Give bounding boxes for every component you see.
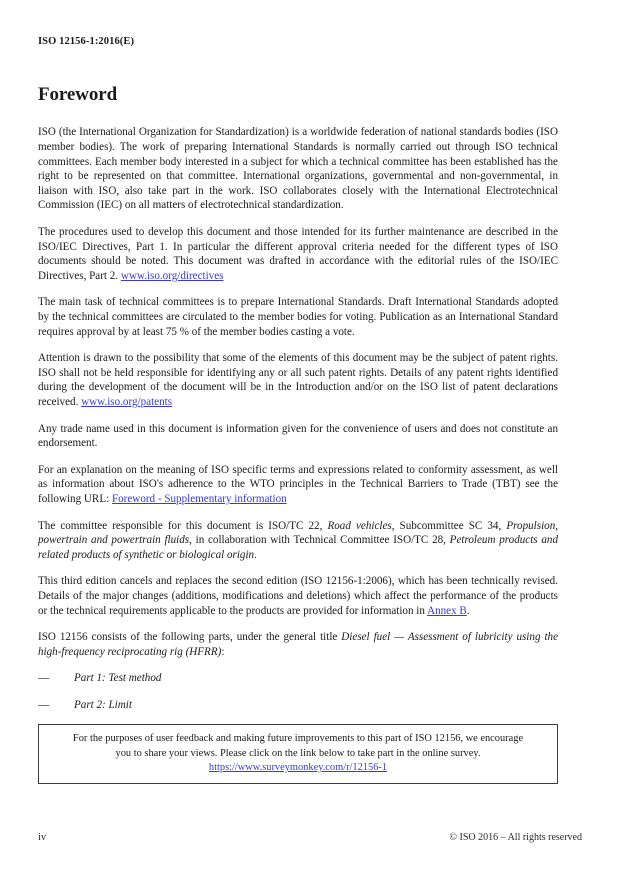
list-item <box>38 698 558 713</box>
survey-link-line <box>49 761 547 775</box>
committee-text-c: , in collaboration with Technical Committee ISO/TC 28, <box>189 534 450 547</box>
paragraph-patent-rights <box>38 351 558 409</box>
paragraph-conformity-assessment <box>38 463 558 507</box>
paragraph-procedures-text: The procedures used to develop this document and those intended for its further maintenance are described in the ISO/IEC Directives, Part 1. In particular the different approval criteria needed for the different types of ISO documents should be noted. This document was drafted in accordance with the editorial rules of the ISO/IEC Directives, Part 2. <box>38 226 558 282</box>
paragraph-procedures <box>38 225 558 283</box>
link-iso-patents[interactable]: www.iso.org/patents <box>81 395 173 408</box>
committee-text-d: . <box>254 548 257 561</box>
committee-title-petroleum: Petroleum products and related products of synthetic or biological origin <box>38 534 558 561</box>
third-edition-text: This third edition cancels and replaces the second edition (ISO 12156-1:2006), which has been technically revised. Details of the major changes (additions, modifications and deletions) which affect the performance of the products or the technical requirements applicable to the products are provided for information in <box>38 575 558 617</box>
document-reference-header: ISO 12156-1:2016(E) <box>38 36 135 47</box>
paragraph-patent-rights-text: Attention is drawn to the possibility that some of the elements of this document may be the subject of patent rights. ISO shall not be held responsible for identifying any or all such patent rights. Details of any patent rights identified during the development of the document will be in the Introduction and/or on the ISO list of patent declarations received. <box>38 352 558 408</box>
paragraph-trade-name: Any trade name used in this document is information given for the convenience of users and does not constitute an endorsement. <box>38 422 558 450</box>
paragraph-main-task: The main task of technical committees is to prepare International Standards. Draft International Standards adopted by the technical committees are circulated to the member bodies for voting. Publication as an International Standard requires approval by at least 75 % of the member bodies casting a vote. <box>38 296 558 338</box>
survey-line-2: you to share your views. Please click on the link below to take part in the online survey. <box>115 747 481 759</box>
paragraph-conformity-text: For an explanation on the meaning of ISO specific terms and expressions related to conformity assessment, as well as information about ISO's adherence to the WTO principles in the Technical Barriers to Trade (TBT) see the following URL: <box>38 463 558 505</box>
link-annex-b[interactable]: Annex B <box>427 604 467 617</box>
paragraph-parts-intro <box>38 630 558 659</box>
survey-line-1: For the purposes of user feedback and making future improvements to this part of ISO 12156, we encourage <box>72 733 524 745</box>
committee-text-b: , Subcommittee SC 34, <box>391 519 507 532</box>
survey-callout-box <box>38 724 558 784</box>
committee-text-a: The committee responsible for this document is ISO/TC 22, <box>38 519 328 532</box>
paragraph-iso-definition: ISO (the International Organization for Standardization) is a worldwide federation of national standards bodies (ISO member bodies). The work of preparing International Standards is normally carried out through ISO technical committees. Each member body interested in a subject for which a technical committee has been established has the right to be represented on that committee. International organizations, governmental and non-governmental, in liaison with ISO, also take part in the work. ISO collaborates closely with the International Electrotechnical Commission (IEC) on all matters of electrotechnical standardization. <box>38 126 558 212</box>
em-dash-bullet-icon: — <box>38 698 50 711</box>
paragraph-third-edition <box>38 574 558 618</box>
page-content <box>38 0 558 784</box>
parts-intro-text: ISO 12156 consists of the following parts, under the general title <box>38 631 342 644</box>
copyright-notice: © ISO 2016 – All rights reserved <box>449 832 582 843</box>
page-title: Foreword <box>38 83 118 105</box>
link-foreword-supplementary-information[interactable]: Foreword - Supplementary information <box>111 492 287 505</box>
committee-title-road-vehicles: Road vehicles <box>327 519 392 532</box>
list-item <box>38 671 558 686</box>
link-iso-directives[interactable]: www.iso.org/directives <box>120 269 224 282</box>
foreword-body <box>38 125 558 784</box>
page-number: iv <box>38 832 47 843</box>
paragraph-committee-responsible <box>38 519 558 563</box>
part-label: Part 2: Limit <box>74 698 132 711</box>
general-title-diesel-fuel: Diesel fuel — Assessment of lubricity using the high-frequency reciprocating rig (HFRR) <box>38 631 559 658</box>
page-footer <box>38 832 582 843</box>
parts-list <box>38 671 558 712</box>
part-label: Part 1: Test method <box>74 672 162 685</box>
em-dash-bullet-icon: — <box>38 672 50 685</box>
committee-title-propulsion: Propulsion, powertrain and powertrain fluids <box>38 519 559 547</box>
link-surveymonkey[interactable]: https://www.surveymonkey.com/r/12156-1 <box>208 761 388 773</box>
third-edition-text-end: . <box>466 604 470 617</box>
parts-intro-text-end: : <box>221 645 225 658</box>
